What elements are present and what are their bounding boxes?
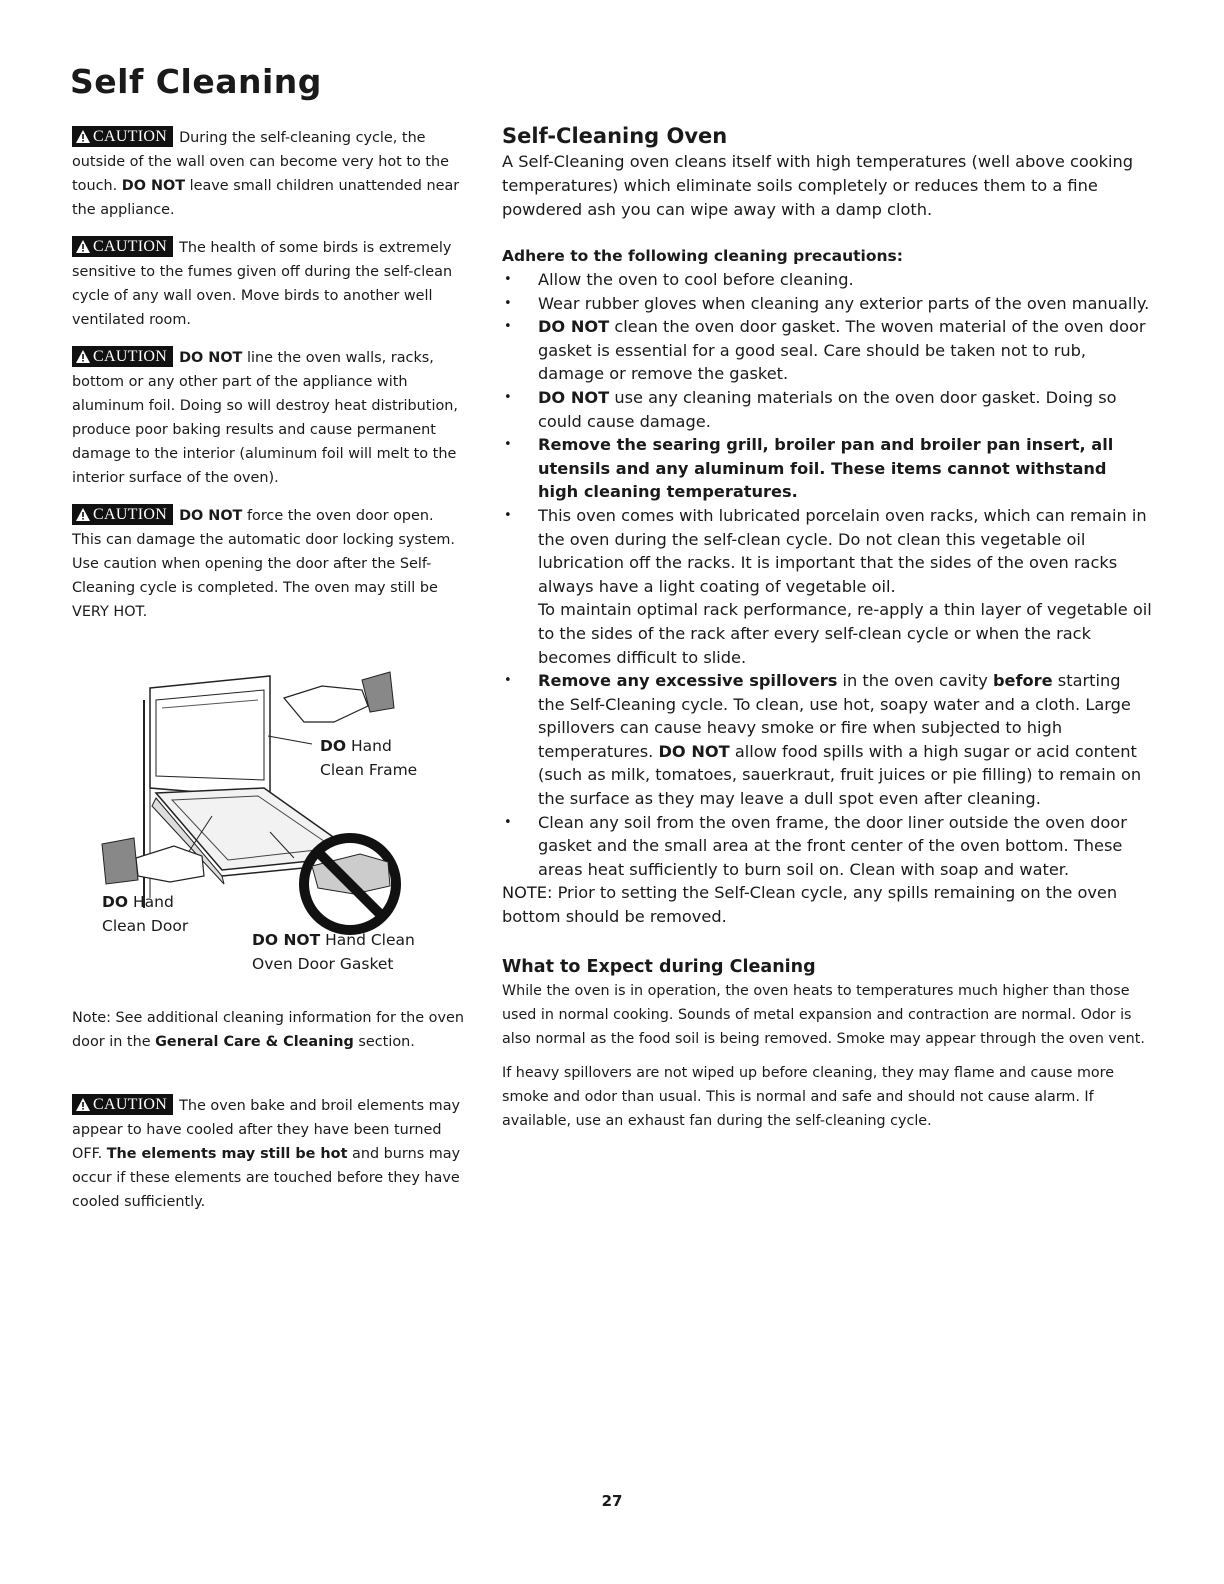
right-column <box>502 122 1152 1143</box>
list-item: • DO NOT clean the oven door gasket. The woven material of the oven door gasket is essential for a good seal. Care should be taken not to rub, damage or remove the gasket. <box>502 315 1152 386</box>
page-number: 27 <box>601 1492 623 1510</box>
list-item: • DO NOT use any cleaning materials on the oven door gasket. Doing so could cause damage. <box>502 386 1152 433</box>
list-item: • Remove any excessive spillovers in the oven cavity before starting the Self-Cleaning cycle. To clean, use hot, soapy water and a cloth. Large spillovers can cause heavy smoke or fire when subjected to high temperatures. DO NOT allow food spills with a high sugar or acid content (such as milk, tomatoes, sauerkraut, fruit juices or pie filling) to remain on the surface as they may leave a dull spot even after cleaning. <box>502 669 1152 811</box>
caution-paragraph-1: CAUTION During the self-cleaning cycle, the outside of the wall oven can become very hot to the touch. DO NOT leave small children unattended near the appliance. <box>72 127 460 218</box>
expect-paragraph-2: If heavy spillovers are not wiped up before cleaning, they may flame and cause more smoke and odor than usual. This is normal and safe and should not cause alarm. If available, use an exhaust fan during the self-cleaning cycle. <box>502 1065 1115 1130</box>
caution-badge: CAUTION <box>72 126 173 147</box>
warning-icon <box>75 1097 91 1112</box>
list-item: • Wear rubber gloves when cleaning any exterior parts of the oven manually. <box>502 292 1152 316</box>
warning-icon <box>75 239 91 254</box>
gasket-label: DO NOT Hand Clean Oven Door Gasket <box>252 931 415 973</box>
list-item: • Remove the searing grill, broiler pan and broiler pan insert, all utensils and any aluminum foil. These items cannot withstand high cleaning temperatures. <box>502 433 1152 504</box>
warning-icon <box>75 507 91 522</box>
self-clean-note: NOTE: Prior to setting the Self-Clean cycle, any spills remaining on the oven bottom should be removed. <box>502 883 1118 927</box>
door-label: DO Hand Clean Door <box>102 893 189 935</box>
list-item: • Clean any soil from the oven frame, the door liner outside the oven door gasket and the small area at the front center of the oven bottom. These areas heat sufficiently to burn soil on. Clean with soap and water. <box>502 811 1152 882</box>
caution-paragraph-2: CAUTION The health of some birds is extremely sensitive to the fumes given off during the self-clean cycle of any wall oven. Move birds to another well ventilated room. <box>72 237 453 328</box>
caution-paragraph-4: CAUTION DO NOT force the oven door open. This can damage the automatic door locking system. Use caution when opening the door after the Self-Cleaning cycle is completed. The oven may still be VERY HOT. <box>72 505 456 620</box>
caution-paragraph-3: CAUTION DO NOT line the oven walls, racks, bottom or any other part of the appliance with aluminum foil. Doing so will destroy heat distribution, produce poor baking results and cause permanent damage to the interior (aluminum foil will melt to the interior surface of the oven). <box>72 347 458 486</box>
caution-paragraph-5: CAUTION The oven bake and broil elements may appear to have cooled after they have been turned OFF. The elements may still be hot and burns may occur if these elements are touched before they have cooled sufficiently. <box>72 1095 461 1210</box>
left-column <box>72 126 464 1228</box>
list-item: • Allow the oven to cool before cleaning. <box>502 268 1152 292</box>
list-item: • This oven comes with lubricated porcelain oven racks, which can remain in the oven during the self-clean cycle. Do not clean this vegetable oil lubrication off the racks. It is important that the sides of the oven racks always have a light coating of vegetable oil. To maintain optimal rack performance, re-apply a thin layer of vegetable oil to the sides of the rack after every self-clean cycle or when the rack becomes difficult to slide. <box>502 504 1152 669</box>
self-cleaning-oven-heading: Self-Cleaning Oven <box>502 124 728 148</box>
what-to-expect-heading: What to Expect during Cleaning <box>502 957 816 978</box>
cleaning-note: Note: See additional cleaning information for the oven door in the General Care & Cleaning section. <box>72 1010 464 1050</box>
caution-badge: CAUTION <box>72 1094 173 1115</box>
warning-icon <box>75 349 91 364</box>
warning-icon <box>75 129 91 144</box>
expect-paragraph-1: While the oven is in operation, the oven heats to temperatures much higher than those used in normal cooking. Sounds of metal expansion and contraction are normal. Odor is also normal as the food soil is being removed. Smoke may appear through the oven vent. <box>502 983 1145 1048</box>
precautions-list <box>502 268 1152 881</box>
intro-paragraph: A Self-Cleaning oven cleans itself with high temperatures (well above cooking temperatures) which eliminate soils completely or reduces them to a fine powdered ash you can wipe away with a damp cloth. <box>502 152 1134 219</box>
frame-label: DO Hand Clean Frame <box>320 737 418 779</box>
caution-badge: CAUTION <box>72 236 173 257</box>
precautions-heading: Adhere to the following cleaning precautions: <box>502 247 903 265</box>
page-title: Self Cleaning <box>70 62 322 101</box>
caution-badge: CAUTION <box>72 504 173 525</box>
caution-badge: CAUTION <box>72 346 173 367</box>
oven-cleaning-illustration <box>72 648 464 988</box>
